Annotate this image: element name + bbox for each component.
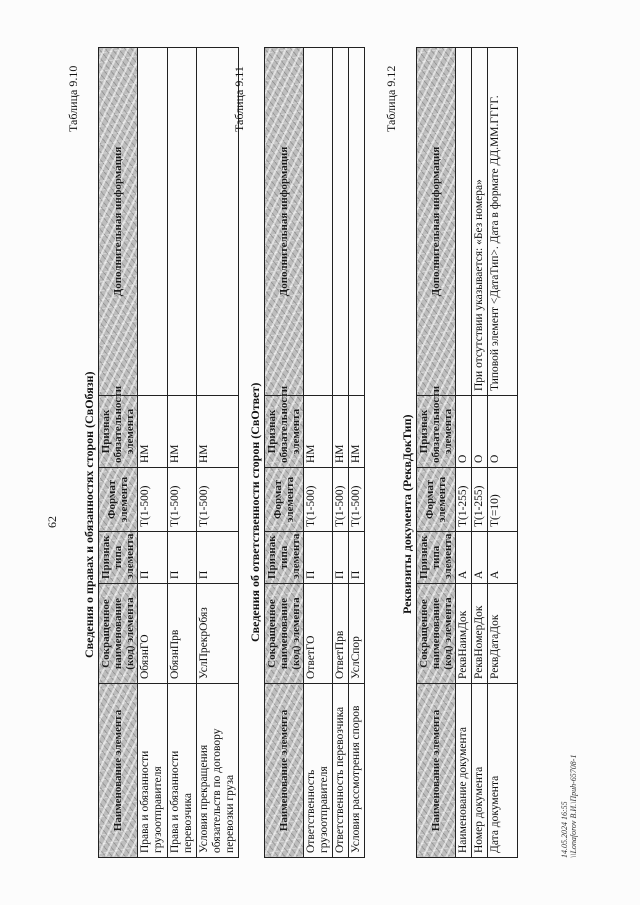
cell-type: П <box>197 532 239 584</box>
rotated-content <box>40 48 600 858</box>
table-row <box>488 48 518 858</box>
cell-required: НМ <box>333 396 349 468</box>
table-row <box>456 48 472 858</box>
header-info: Дополнительная информация <box>417 48 456 396</box>
header-code: Сокращенное наименование (код) элемента <box>99 584 138 684</box>
cell-format: T(1-500) <box>333 468 349 532</box>
header-required: Признак обязательности элемента <box>265 396 304 468</box>
cell-name: Условия рассмотрения споров <box>349 684 365 858</box>
header-type: Признак типа элемента <box>99 532 138 584</box>
table-9-11 <box>264 47 365 858</box>
cell-format: T(1-255) <box>456 468 472 532</box>
header-type: Признак типа элемента <box>265 532 304 584</box>
cell-type: А <box>488 532 518 584</box>
cell-name: Дата документа <box>488 684 518 858</box>
table-9-10-title: Сведения о правах и обязанностях сторон (СвОбязн) <box>82 371 96 658</box>
cell-required: НМ <box>168 396 197 468</box>
header-required: Признак обязательности элемента <box>417 396 456 468</box>
cell-type: А <box>456 532 472 584</box>
cell-required: НМ <box>138 396 168 468</box>
cell-required: О <box>456 396 472 468</box>
header-format: Формат элемента <box>417 468 456 532</box>
cell-info <box>349 48 365 396</box>
cell-type: П <box>304 532 333 584</box>
table-9-10-label: Таблица 9.10 <box>66 65 80 132</box>
cell-format: T(=10) <box>488 468 518 532</box>
cell-type: А <box>472 532 488 584</box>
table-row <box>304 48 333 858</box>
cell-code: РеквНомерДок <box>472 584 488 684</box>
cell-required: НМ <box>304 396 333 468</box>
table-row <box>197 48 239 858</box>
header-code: Сокращенное наименование (код) элемента <box>265 584 304 684</box>
cell-name: Права и обязанности перевозчика <box>168 684 197 858</box>
header-type: Признак типа элемента <box>417 532 456 584</box>
page-number: 62 <box>45 516 59 528</box>
table-9-12-title: Реквизиты документа (РеквДокТип) <box>400 414 414 614</box>
cell-code: РеквНаимДок <box>456 584 472 684</box>
table-row <box>138 48 168 858</box>
cell-code: ОбязнГО <box>138 584 168 684</box>
cell-type: П <box>349 532 365 584</box>
header-name: Наименование элемента <box>265 684 304 858</box>
cell-type: П <box>138 532 168 584</box>
cell-format: T(1-500) <box>168 468 197 532</box>
footer-path: \\Lonaforov В.И.\Приh-65708-1 <box>569 754 578 858</box>
cell-format: T(1-500) <box>197 468 239 532</box>
cell-name: Ответственность грузоотправителя <box>304 684 333 858</box>
cell-name: Номер документа <box>472 684 488 858</box>
cell-type: П <box>333 532 349 584</box>
cell-info <box>168 48 197 396</box>
cell-type: П <box>168 532 197 584</box>
cell-format: T(1-500) <box>304 468 333 532</box>
cell-code: УслСпор <box>349 584 365 684</box>
header-name: Наименование элемента <box>99 684 138 858</box>
cell-required: НМ <box>197 396 239 468</box>
header-required: Признак обязательности элемента <box>99 396 138 468</box>
cell-required: НМ <box>349 396 365 468</box>
document-footer <box>560 755 578 858</box>
cell-code: ОтветГО <box>304 584 333 684</box>
cell-code: ОбязнПрв <box>168 584 197 684</box>
cell-required: О <box>472 396 488 468</box>
cell-name: Условия прекращения обязательств по договору перевозки груза <box>197 684 239 858</box>
cell-code: ОтветПрв <box>333 584 349 684</box>
footer-date: 14.05.2024 16:55 <box>560 801 569 858</box>
table-9-12-label: Таблица 9.12 <box>384 65 398 132</box>
cell-format: T(1-255) <box>472 468 488 532</box>
cell-code: РеквДатаДок <box>488 584 518 684</box>
table-row <box>472 48 488 858</box>
header-name: Наименование элемента <box>417 684 456 858</box>
cell-name: Права и обязанности грузоотправителя <box>138 684 168 858</box>
cell-info: При отсутствии указывается: «Без номера» <box>472 48 488 396</box>
header-info: Дополнительная информация <box>99 48 138 396</box>
table-9-10 <box>98 47 239 858</box>
cell-info <box>138 48 168 396</box>
cell-name: Наименование документа <box>456 684 472 858</box>
table-9-12 <box>416 47 518 858</box>
table-row <box>349 48 365 858</box>
table-row <box>168 48 197 858</box>
cell-info <box>333 48 349 396</box>
table-9-11-title: Сведения об ответственности сторон (СвОтвет) <box>248 382 262 642</box>
header-info: Дополнительная информация <box>265 48 304 396</box>
cell-format: T(1-500) <box>349 468 365 532</box>
cell-format: T(1-500) <box>138 468 168 532</box>
cell-info: Типовой элемент <ДатаТип>. Дата в формате ДД.ММ.ГГГГ. <box>488 48 518 396</box>
cell-info <box>304 48 333 396</box>
cell-name: Ответственность перевозчика <box>333 684 349 858</box>
header-format: Формат элемента <box>265 468 304 532</box>
table-row <box>333 48 349 858</box>
header-format: Формат элемента <box>99 468 138 532</box>
table-9-11-label: Таблица 9.11 <box>232 66 246 132</box>
cell-info <box>456 48 472 396</box>
cell-required: О <box>488 396 518 468</box>
cell-code: УслПрекрОбяз <box>197 584 239 684</box>
header-code: Сокращенное наименование (код) элемента <box>417 584 456 684</box>
